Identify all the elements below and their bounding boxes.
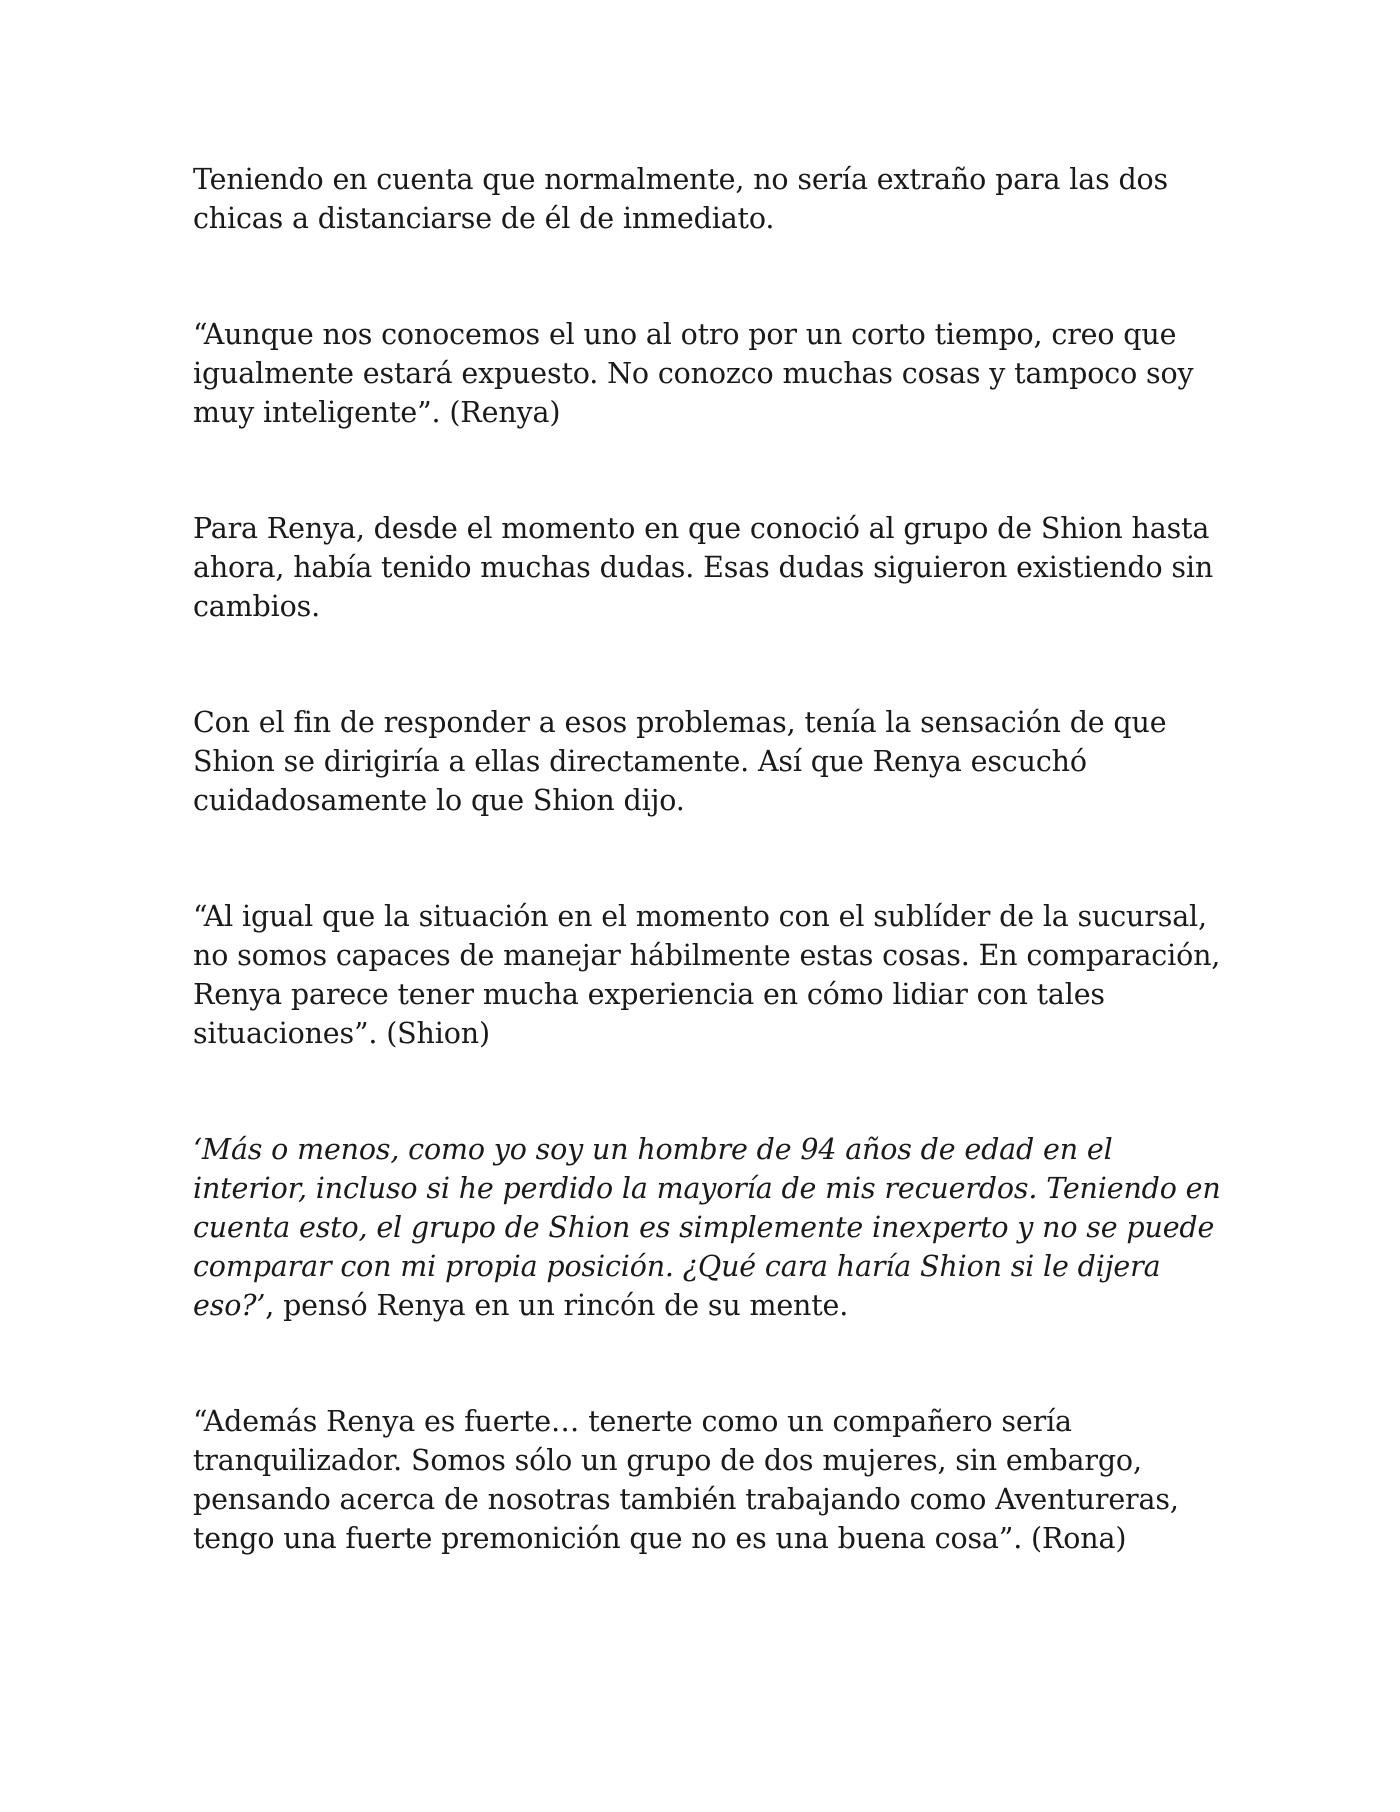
paragraph-7-rona-dialogue: “Además Renya es fuerte… tenerte como un compañero sería tranquilizador. Somos sólo un grupo de dos mujeres, sin embargo, pensando acerca de nosotras también trabajando como Aventureras, tengo una fuerte premonición que no es una buena cosa”. (Rona) bbox=[193, 1405, 1179, 1555]
paragraph-2-renya-dialogue: “Aunque nos conocemos el uno al otro por un corto tiempo, creo que igualmente estará expuesto. No conozco muchas cosas y tampoco soy muy inteligente”. (Renya) bbox=[193, 318, 1194, 429]
paragraph-1: Teniendo en cuenta que normalmente, no sería extraño para las dos chicas a distanciarse de él de inmediato. bbox=[193, 163, 1169, 235]
paragraph-3: Para Renya, desde el momento en que conoció al grupo de Shion hasta ahora, había tenido muchas dudas. Esas dudas siguieron existiendo sin cambios. bbox=[193, 512, 1214, 623]
italic-thought: ‘Más o menos, como yo soy un hombre de 94 años de edad en el interior, incluso si he perdido la mayoría de mis recuerdos. Teniendo en cuenta esto, el grupo de Shion es simplemente inexperto y no se puede comparar con mi propia posición. ¿Qué cara haría Shion si le dijera eso?’ bbox=[193, 1133, 1221, 1322]
thought-attribution: , pensó Renya en un rincón de su mente. bbox=[265, 1289, 849, 1322]
paragraph-6-renya-thought bbox=[193, 1130, 1223, 1325]
paragraph-5-shion-dialogue: “Al igual que la situación en el momento con el sublíder de la sucursal, no somos capaces de manejar hábilmente estas cosas. En comparación, Renya parece tener mucha experiencia en cómo lidiar con tales situaciones”. (Shion) bbox=[193, 900, 1221, 1050]
document-body bbox=[193, 160, 1223, 1635]
paragraph-4: Con el fin de responder a esos problemas, tenía la sensación de que Shion se dirigiría a ellas directamente. Así que Renya escuchó cuidadosamente lo que Shion dijo. bbox=[193, 706, 1167, 817]
